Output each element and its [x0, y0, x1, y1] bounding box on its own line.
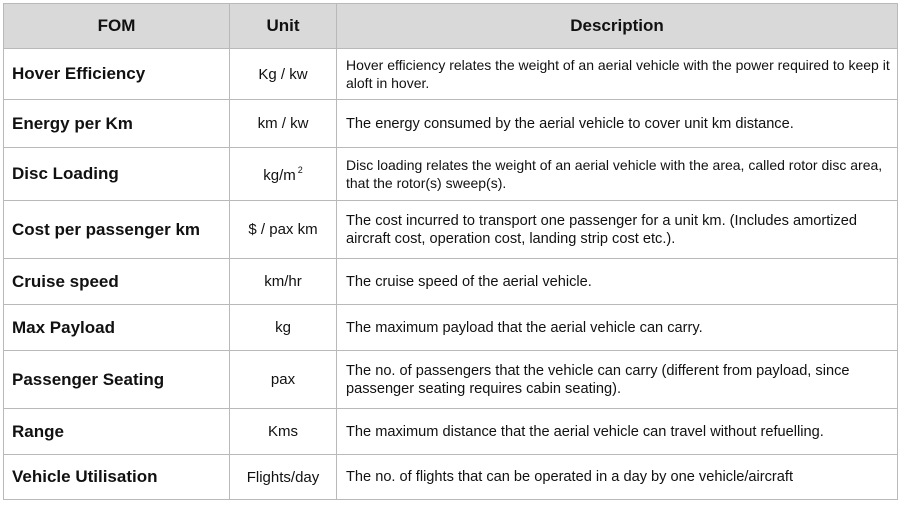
- description-cell: The energy consumed by the aerial vehicle to cover unit km distance.: [337, 100, 898, 148]
- description-cell: The no. of passengers that the vehicle can carry (different from payload, since passenger seating requires cabin seating).: [337, 351, 898, 409]
- unit-cell: km / kw: [230, 100, 337, 148]
- table-row: [4, 100, 898, 148]
- unit-cell: [230, 148, 337, 201]
- unit-cell: kg: [230, 305, 337, 351]
- description-cell: The cost incurred to transport one passenger for a unit km. (Includes amortized aircraft cost, operation cost, landing strip cost etc.).: [337, 201, 898, 259]
- table-row: [4, 49, 898, 100]
- description-cell: The maximum payload that the aerial vehicle can carry.: [337, 305, 898, 351]
- fom-cell: Disc Loading: [4, 148, 230, 201]
- fom-cell: Max Payload: [4, 305, 230, 351]
- table-row: [4, 305, 898, 351]
- unit-cell: Kg / kw: [230, 49, 337, 100]
- fom-cell: Cost per passenger km: [4, 201, 230, 259]
- fom-table-container: [3, 3, 897, 507]
- fom-cell: Passenger Seating: [4, 351, 230, 409]
- fom-cell: Energy per Km: [4, 100, 230, 148]
- unit-cell: $ / pax km: [230, 201, 337, 259]
- unit-cell: Kms: [230, 409, 337, 455]
- description-cell: The no. of flights that can be operated in a day by one vehicle/aircraft: [337, 455, 898, 500]
- fom-cell: Range: [4, 409, 230, 455]
- unit-cell: Flights/day: [230, 455, 337, 500]
- description-cell: Disc loading relates the weight of an aerial vehicle with the area, called rotor disc area, that the rotor(s) sweep(s).: [337, 148, 898, 201]
- table-row: [4, 201, 898, 259]
- header-fom: FOM: [4, 4, 230, 49]
- unit-text: kg/m: [263, 166, 296, 184]
- table-row: [4, 351, 898, 409]
- description-cell: Hover efficiency relates the weight of an aerial vehicle with the power required to keep it aloft in hover.: [337, 49, 898, 100]
- table-row: [4, 455, 898, 500]
- table-row: [4, 148, 898, 201]
- description-cell: The cruise speed of the aerial vehicle.: [337, 259, 898, 305]
- description-cell: The maximum distance that the aerial vehicle can travel without refuelling.: [337, 409, 898, 455]
- unit-cell: pax: [230, 351, 337, 409]
- fom-cell: Vehicle Utilisation: [4, 455, 230, 500]
- fom-table: [3, 3, 898, 500]
- fom-cell: Hover Efficiency: [4, 49, 230, 100]
- table-header-row: [4, 4, 898, 49]
- table-row: [4, 409, 898, 455]
- table-row: [4, 259, 898, 305]
- header-description: Description: [337, 4, 898, 49]
- header-unit: Unit: [230, 4, 337, 49]
- fom-cell: Cruise speed: [4, 259, 230, 305]
- unit-cell: km/hr: [230, 259, 337, 305]
- unit-exponent: 2: [297, 164, 303, 175]
